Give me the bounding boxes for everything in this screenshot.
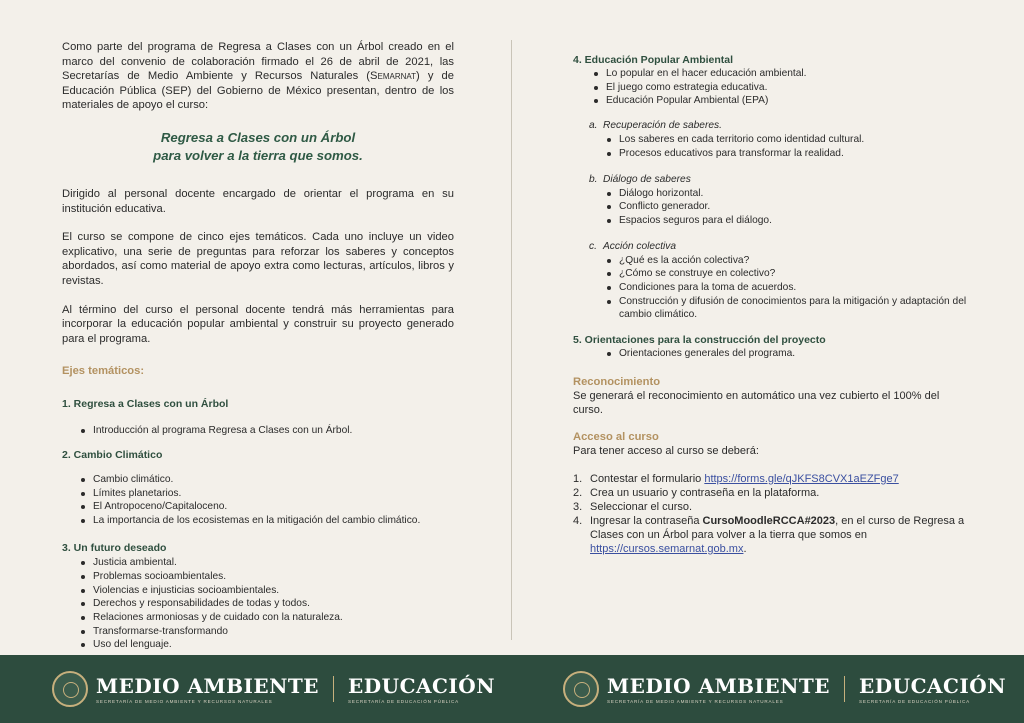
access-step-4: 4. Ingresar la contraseña CursoMoodleRCCA#2023, en el curso de Regresa a Clases con un Árbol para volver a la tierra que somos en https://cursos.semarnat.gob.mx. [573, 514, 965, 555]
footer-banner [0, 655, 1024, 723]
ejes-heading: Ejes temáticos: [62, 365, 145, 378]
list-item: Límites planetarios. [77, 487, 454, 501]
footer-brand-right [563, 669, 1006, 709]
brand-medio-ambiente: MEDIO AMBIENTE [96, 673, 320, 698]
list-item: ¿Qué es la acción colectiva? [603, 254, 971, 268]
reconocimiento-heading: Reconocimiento [573, 375, 661, 388]
list-item: Conflicto generador. [603, 200, 971, 214]
axis4-list [590, 67, 971, 108]
acceso-heading: Acceso al curso [573, 430, 659, 443]
government-seal-icon [563, 671, 599, 707]
list-item: Relaciones armoniosas y de cuidado con la naturaleza. [77, 611, 454, 625]
sub-b-label: b. Diálogo de saberes [589, 173, 691, 185]
axis2-title: 2. Cambio Climático [62, 449, 163, 462]
brand-medio-ambiente: MEDIO AMBIENTE [607, 673, 831, 698]
brand-educacion-sub: SECRETARÍA DE EDUCACIÓN PÚBLICA [859, 698, 971, 704]
list-item: Construcción y difusión de conocimientos para la mitigación y adaptación del cambio climático. [603, 295, 971, 322]
axis5-title: 5. Orientaciones para la construcción del proyecto [573, 334, 826, 347]
list-item: Derechos y responsabilidades de todas y todos. [77, 597, 454, 611]
list-item: Transformarse-transformando [77, 625, 454, 639]
access-steps [573, 472, 971, 556]
list-item: La importancia de los ecosistemas en la mitigación del cambio climático. [77, 514, 454, 528]
left-column [62, 40, 454, 652]
list-item: Diálogo horizontal. [603, 187, 971, 201]
brand-medio-ambiente-sub: SECRETARÍA DE MEDIO AMBIENTE Y RECURSOS NATURALES [607, 698, 784, 704]
brand-separator [333, 676, 334, 702]
sub-a-list [603, 133, 971, 160]
list-item: Orientaciones generales del programa. [603, 347, 971, 361]
axis2-list [77, 473, 454, 528]
form-link[interactable]: https://forms.gle/qJKFS8CVX1aEZFge7 [704, 472, 899, 485]
list-item: Justicia ambiental. [77, 556, 454, 570]
axis1-list [77, 424, 454, 438]
sub-c-list [603, 254, 971, 323]
axis4-title: 4. Educación Popular Ambiental [573, 54, 734, 66]
course-platform-link[interactable]: https://cursos.semarnat.gob.mx [590, 542, 744, 555]
brand-educacion: EDUCACIÓN [859, 673, 1006, 698]
list-item: Condiciones para la toma de acuerdos. [603, 281, 971, 295]
column-divider [511, 40, 512, 640]
course-title-line2: para volver a la tierra que somos. [153, 147, 363, 163]
brand-educacion: EDUCACIÓN [348, 673, 495, 698]
sub-c-label: c. Acción colectiva [589, 240, 677, 252]
list-item: Lo popular en el hacer educación ambiental. [590, 67, 971, 81]
access-step-2: 2. Crea un usuario y contraseña en la plataforma. [573, 486, 820, 499]
list-item: ¿Cómo se construye en colectivo? [603, 267, 971, 281]
axis3-title: 3. Un futuro deseado [62, 541, 167, 554]
government-seal-icon [52, 671, 88, 707]
audience-paragraph: Dirigido al personal docente encargado de orientar el programa en su institución educativa. [62, 187, 454, 215]
list-item: Problemas socioambientales. [77, 570, 454, 584]
axis1-title: 1. Regresa a Clases con un Árbol [62, 397, 229, 410]
list-item: Los saberes en cada territorio como identidad cultural. [603, 133, 971, 147]
sub-a-label: a. Recuperación de saberes. [589, 120, 722, 132]
course-password: CursoMoodleRCCA#2023 [702, 514, 836, 527]
access-step-1: 1. Contestar el formulario https://forms.gle/qJKFS8CVX1aEZFge7 [573, 472, 899, 485]
list-item: Violencias e injusticias socioambientales. [77, 584, 454, 598]
brand-separator [844, 676, 845, 702]
list-item: Espacios seguros para el diálogo. [603, 214, 971, 228]
list-item: El Antropoceno/Capitaloceno. [77, 500, 454, 514]
right-column [573, 53, 971, 556]
course-structure-paragraph: El curso se compone de cinco ejes temáticos. Cada uno incluye un video explicativo, una serie de preguntas para reforzar los saberes y conceptos abordados, así como material de apoyo extra como lecturas, artículos, libros y revistas. [62, 231, 454, 287]
list-item: Introducción al programa Regresa a Clases con un Árbol. [77, 424, 454, 438]
outcome-paragraph: Al término del curso el personal docente tendrá más herramientas para incorporar la educación popular ambiental y construir su proyecto generado para el programa. [62, 303, 454, 345]
intro-paragraph: Como parte del programa de Regresa a Clases con un Árbol creado en el marco del convenio de colaboración firmado el 26 de abril de 2021, las Secretarías de Medio Ambiente y Recursos Naturales (Semarnat) y de Educación Pública (SEP) del Gobierno de México presentan, dentro de los materiales de apoyo el curso: [62, 41, 454, 112]
axis5-list [603, 347, 971, 361]
footer-brand-left [52, 669, 495, 709]
list-item: Educación Popular Ambiental (EPA) [590, 94, 971, 108]
list-item: El juego como estrategia educativa. [590, 81, 971, 95]
brand-educacion-sub: SECRETARÍA DE EDUCACIÓN PÚBLICA [348, 698, 460, 704]
brand-medio-ambiente-sub: SECRETARÍA DE MEDIO AMBIENTE Y RECURSOS NATURALES [96, 698, 273, 704]
acceso-intro: Para tener acceso al curso se deberá: [573, 444, 759, 457]
sub-b-list [603, 187, 971, 228]
axis3-list [77, 556, 454, 652]
course-title-line1: Regresa a Clases con un Árbol [160, 129, 356, 145]
access-step-3: 3. Seleccionar el curso. [573, 500, 693, 513]
list-item: Cambio climático. [77, 473, 454, 487]
list-item: Uso del lenguaje. [77, 638, 454, 652]
course-title [62, 129, 454, 165]
list-item: Procesos educativos para transformar la realidad. [603, 147, 971, 161]
reconocimiento-text: Se generará el reconocimiento en automático una vez cubierto el 100% del curso. [573, 389, 940, 416]
